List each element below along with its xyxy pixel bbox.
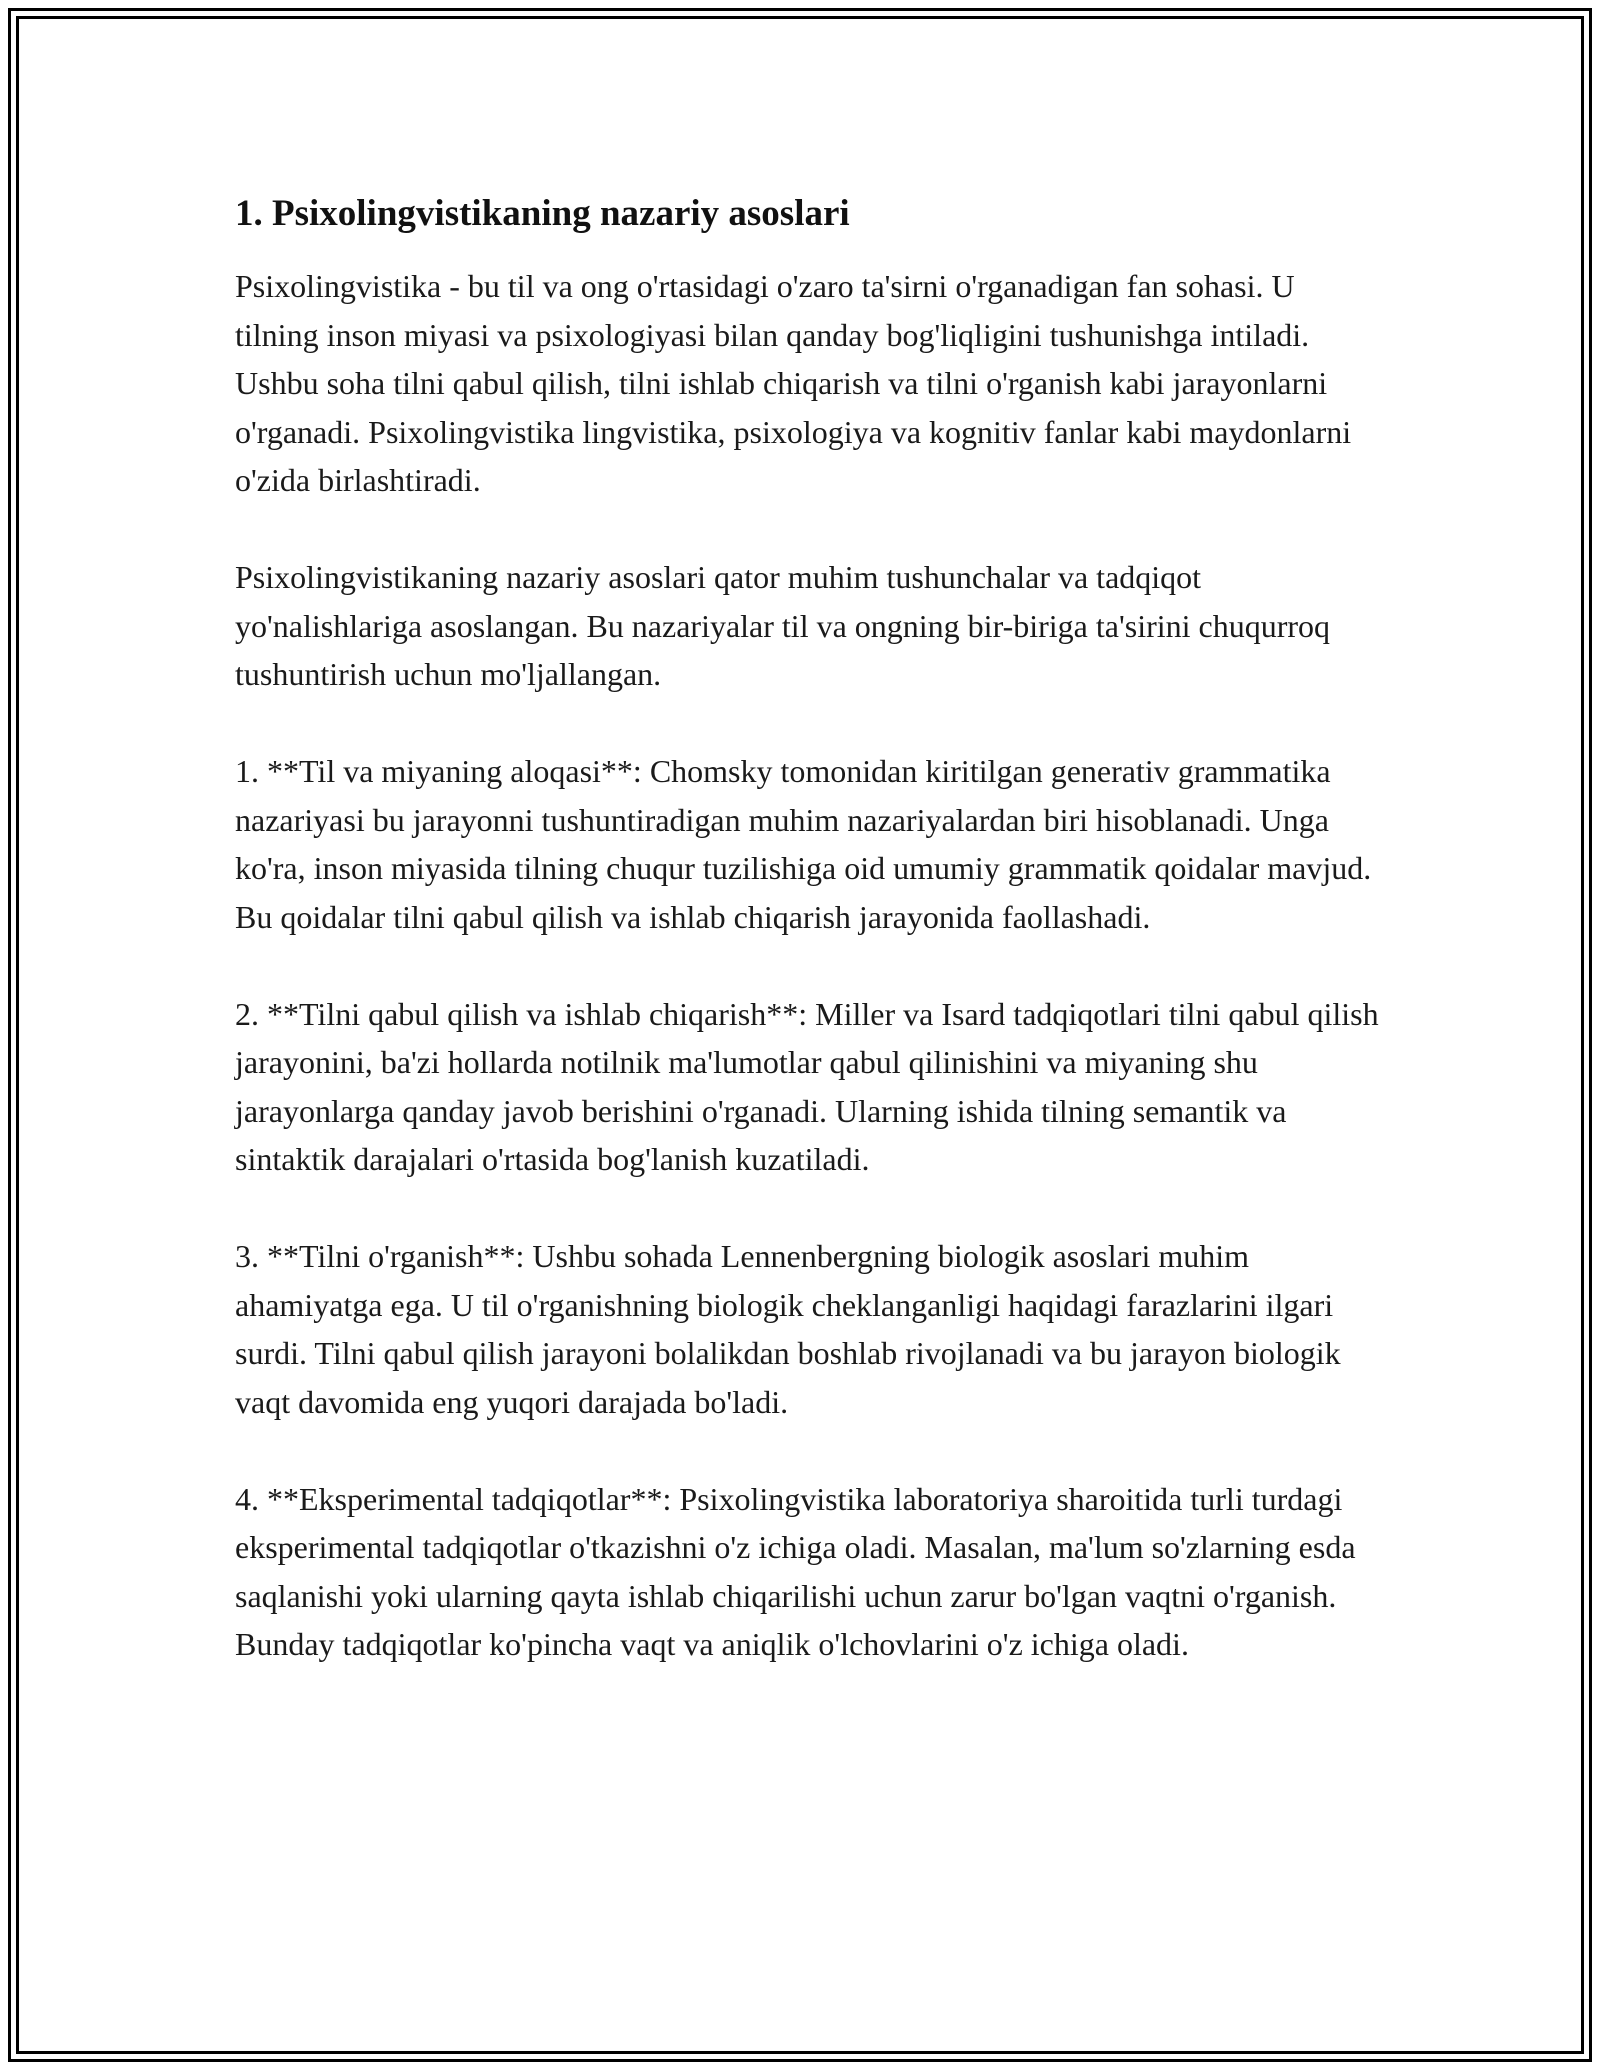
- document-body: [235, 190, 1385, 1669]
- paragraph-foundations: Psixolingvistikaning nazariy asoslari qator muhim tushunchalar va tadqiqot yo'nalishlariga asoslangan. Bu nazariyalar til va ongning bir-biriga ta'sirini chuqurroq tushuntirish uchun mo'ljallangan.: [235, 559, 1331, 692]
- paragraph-point-1: 1. **Til va miyaning aloqasi**: Chomsky tomonidan kiritilgan generativ grammatika nazariyasi bu jarayonni tushuntiradigan muhim nazariyalardan biri hisoblanadi. Unga ko'ra, inson miyasida tilning chuqur tuzilishiga oid umumiy grammatik qoidalar mavjud. Bu qoidalar tilni qabul qilish va ishlab chiqarish jarayonida faollashadi.: [235, 753, 1372, 935]
- document-title: 1. Psixolingvistikaning nazariy asoslari: [235, 193, 850, 234]
- paragraph-intro: Psixolingvistika - bu til va ong o'rtasidagi o'zaro ta'sirni o'rganadigan fan sohasi. U tilning inson miyasi va psixologiyasi bilan qanday bog'liqligini tushunishga intiladi. Ushbu soha tilni qabul qilish, tilni ishlab chiqarish va tilni o'rganish kabi jarayonlarni o'rganadi. Psixolingvistika lingvistika, psixologiya va kognitiv fanlar kabi maydonlarni o'zida birlashtiradi.: [235, 268, 1352, 498]
- paragraph-point-3: 3. **Tilni o'rganish**: Ushbu sohada Lennenbergning biologik asoslari muhim ahamiyatga ega. U til o'rganishning biologik cheklanganligi haqidagi farazlarini ilgari surdi. Tilni qabul qilish jarayoni bolalikdan boshlab rivojlanadi va bu jarayon biologik vaqt davomida eng yuqori darajada bo'ladi.: [235, 1238, 1341, 1420]
- paragraph-point-2: 2. **Tilni qabul qilish va ishlab chiqarish**: Miller va Isard tadqiqotlari tilni qabul qilish jarayonini, ba'zi hollarda notilnik ma'lumotlar qabul qilinishini va miyaning shu jarayonlarga qanday javob berishini o'rganadi. Ularning ishida tilning semantik va sintaktik darajalari o'rtasida bog'lanish kuzatiladi.: [235, 995, 1379, 1177]
- paragraph-point-4: 4. **Eksperimental tadqiqotlar**: Psixolingvistika laboratoriya sharoitida turli turdagi eksperimental tadqiqotlar o'tkazishni o'z ichiga oladi. Masalan, ma'lum so'zlarning esda saqlanishi yoki ularning qayta ishlab chiqarilishi uchun zarur bo'lgan vaqtni o'rganish. Bunday tadqiqotlar ko'pincha vaqt va aniqlik o'lchovlarini o'z ichiga oladi.: [235, 1480, 1356, 1662]
